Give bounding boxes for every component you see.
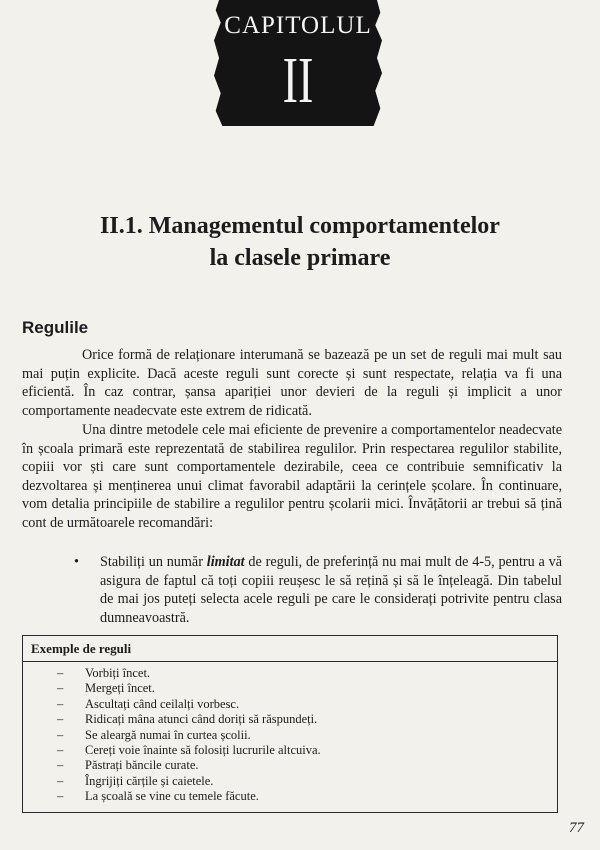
dash-marker: – — [57, 758, 64, 773]
rule-text: Ascultați când ceilalți vorbesc. — [85, 696, 240, 711]
dash-marker: – — [57, 681, 64, 696]
rule-text: Păstrați băncile curate. — [85, 758, 199, 773]
dash-marker: – — [57, 789, 64, 804]
rule-text: Ridicați mâna atunci când doriți să răspundeți. — [85, 712, 318, 727]
paragraph-1: Orice formă de relaționare interumană se bazează pe un set de reguli mai mult sau mai puțin explicite. Dacă aceste reguli sunt corecte și sunt respectate, relația va fi una eficientă. În caz contrar, șansa apariției unor devieri de la reguli și implicit a unor comportamente neadecvate este extrem de ridicată. — [22, 347, 562, 419]
recommendation-text-end: de reguli, de preferință nu mai mult de 4-5, pentru a vă asigura de faptul că toți copiii reușesc le să rețină și să le înțeleagă. Din tabelul de mai jos puteți selecta acele reguli pe care le considerați potrivite pentru clasa dumneavoastră. — [100, 554, 562, 626]
dash-marker: – — [57, 727, 64, 742]
rule-text: Îngrijiți cărțile și caietele. — [85, 773, 214, 788]
recommendation-emphasis: limitat — [206, 554, 245, 570]
dash-marker: – — [57, 712, 64, 727]
rule-item — [23, 774, 557, 789]
rules-example-box — [22, 635, 558, 813]
dash-marker: – — [57, 666, 64, 680]
section-title-line-2: la clasele primare — [209, 245, 391, 271]
rules-list — [23, 666, 557, 805]
recommendation-text-start: Stabiliți un număr — [100, 554, 207, 570]
chapter-label: CAPITOLUL — [224, 12, 372, 39]
rule-item — [23, 681, 557, 696]
rule-item — [23, 728, 557, 743]
rule-text: Se aleargă numai în curtea școlii. — [85, 727, 251, 742]
paragraph-2: Una dintre metodele cele mai eficiente de prevenire a comportamentelor neadecvate în școala primară este reprezentată de stabilirea regulilor. Prin respectarea regulilor stabilite, copiii vor ști care sunt comportamentele dezirabile, ceea ce contribuie semnificativ la dezvoltarea și menținerea unui climat favorabil adaptării la cerințele școlare. În continuare, vom detalia principiile de stabilire a regulilor pentru școlarii mici. Învățătorii ar trebui să țină cont de următoarele recomandări: — [22, 422, 562, 531]
bullet-marker: • — [74, 554, 79, 570]
chapter-numeral: II — [282, 44, 314, 117]
section-title — [60, 210, 540, 274]
rule-text: La școală se vine cu temele făcute. — [85, 789, 259, 804]
dash-marker: – — [57, 696, 64, 711]
rule-item — [23, 743, 557, 758]
rule-text: Cereți voie înainte să folosiți lucrurile altcuiva. — [85, 743, 321, 758]
dash-marker: – — [57, 773, 64, 788]
rule-item — [23, 789, 557, 804]
rule-text: Mergeți încet. — [85, 681, 155, 696]
recommendation-list — [74, 553, 562, 627]
rule-text: Vorbiți încet. — [85, 666, 151, 680]
rules-box-header: Exemple de reguli — [23, 636, 557, 662]
recommendation-item — [74, 553, 562, 627]
rule-item — [23, 697, 557, 712]
rule-item — [23, 666, 557, 681]
rule-item — [23, 712, 557, 727]
subsection-heading: Regulile — [22, 318, 89, 337]
dash-marker: – — [57, 743, 64, 758]
section-title-line-1: II.1. Managementul comportamentelor — [100, 213, 500, 239]
page-number: 77 — [569, 820, 584, 836]
rule-item — [23, 758, 557, 773]
